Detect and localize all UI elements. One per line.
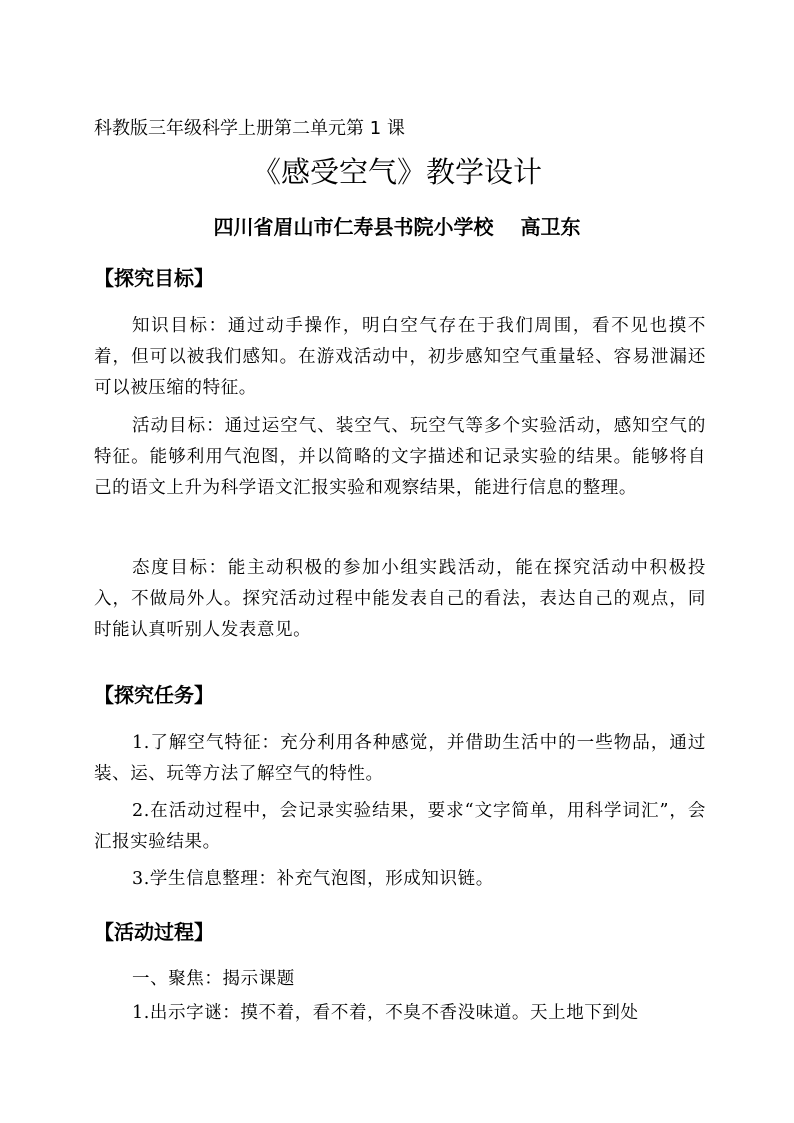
section-heading-goals: 【探究目标】 [94,266,214,290]
process-step-riddle: 1.出示字谜：摸不着，看不着，不臭不香没味道。天上地下到处 [132,1003,639,1023]
goal-paragraph-attitude: 态度目标：能主动积极的参加小组实践活动，能在探究活动中积极投入，不做局外人。探究活动过程中能发表自己的看法，表达自己的观点，同时能认真听别人发表意见。 [94,558,706,640]
task-paragraph-2: 2.在活动过程中，会记录实验结果，要求“文字简单，用科学词汇”，会汇报实验结果。 [94,801,706,852]
section-heading-tasks: 【探究任务】 [94,683,214,707]
process-step-focus: 一、聚焦：揭示课题 [132,969,295,989]
section-heading-process: 【活动过程】 [94,920,214,944]
goal-paragraph-activity: 活动目标：通过运空气、装空气、玩空气等多个实验活动，感知空气的特征。能够利用气泡图，并以简略的文字描述和记录实验的结果。能够将自己的语文上升为科学语文汇报实验和观察结果，能进行信息的整理。 [94,416,706,498]
task-paragraph-3: 3.学生信息整理：补充气泡图，形成知识链。 [132,869,494,889]
goal-paragraph-knowledge: 知识目标：通过动手操作，明白空气存在于我们周围，看不见也摸不着，但可以被我们感知。在游戏活动中，初步感知空气重量轻、容易泄漏还可以被压缩的特征。 [94,316,706,398]
page-title: 《感受空气》教学设计 [251,155,542,189]
subject-line: 科教版三年级科学上册第二单元第 1 课 [94,118,405,139]
author-line: 四川省眉山市仁寿县书院小学校 高卫东 [213,215,581,239]
task-paragraph-1: 1.了解空气特征：充分利用各种感觉，并借助生活中的一些物品，通过装、运、玩等方法了解空气的特性。 [94,733,706,784]
